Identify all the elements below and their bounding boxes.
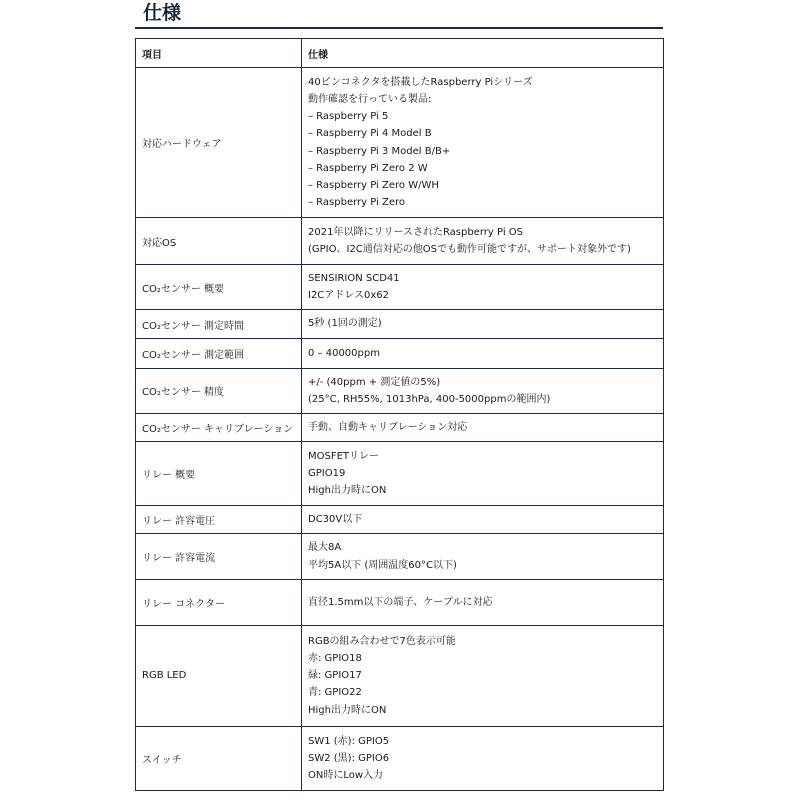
spec-line: 緑: GPIO17 (308, 670, 362, 682)
header-spec: 仕様 (302, 39, 664, 68)
table-row (136, 625, 664, 726)
spec-line: 動作確認を行っている製品: (308, 93, 432, 105)
spec-line: – Raspberry Pi 5 (308, 111, 389, 123)
table-row (136, 310, 664, 338)
spec-line: 直径1.5mm以下の端子、ケーブルに対応 (308, 596, 493, 608)
spec-line: 平均5A以下 (周囲温度60°C以下) (308, 559, 457, 571)
spec-line: 40ピンコネクタを搭載したRaspberry Piシリーズ (308, 76, 533, 88)
spec-line: (25°C, RH55%, 1013hPa, 400-5000ppmの範囲内) (308, 393, 551, 405)
spec-line: (GPIO、I2C通信対応の他OSでも動作可能ですが、サポート対象外です) (308, 244, 631, 255)
spec-line: – Raspberry Pi 3 Model B/B+ (308, 145, 451, 157)
row-spec-value (302, 726, 664, 790)
header-item: 項目 (136, 39, 302, 68)
table-row (136, 368, 664, 413)
row-spec-value (302, 506, 664, 534)
table-row (136, 218, 664, 265)
row-item-label: リレー 許容電圧 (136, 506, 302, 534)
row-spec-value (302, 368, 664, 413)
spec-line: RGBの組み合わせで7色表示可能 (308, 635, 456, 647)
row-item-label: CO₂センサー キャリブレーション (136, 414, 302, 442)
table-row (136, 338, 664, 368)
spec-line: – Raspberry Pi 4 Model B (308, 128, 432, 140)
row-item-label: CO₂センサー 測定時間 (136, 310, 302, 338)
row-item-label: リレー コネクター (136, 579, 302, 625)
row-spec-value (302, 218, 664, 265)
spec-line: 赤: GPIO18 (308, 653, 362, 665)
row-item-label: リレー 概要 (136, 442, 302, 506)
spec-line: – Raspberry Pi Zero (308, 197, 406, 209)
spec-line: I2Cアドレス0x62 (308, 290, 389, 302)
row-spec-value (302, 68, 664, 218)
table-row (136, 414, 664, 442)
spec-line: GPIO19 (308, 468, 346, 480)
table-header-row (136, 39, 664, 68)
row-spec-value (302, 534, 664, 579)
page-title: 仕様 (143, 2, 182, 24)
spec-line: SW1 (赤): GPIO5 (308, 735, 390, 747)
spec-line: 青: GPIO22 (308, 687, 362, 699)
row-item-label: 対応ハードウェア (136, 68, 302, 218)
row-spec-value (302, 338, 664, 368)
spec-line: +/- (40ppm + 測定値の5%) (308, 376, 441, 388)
spec-line: High出力時にON (308, 485, 387, 497)
spec-line: MOSFETリレー (308, 450, 380, 462)
spec-line: 手動、自動キャリブレーション対応 (308, 422, 468, 434)
row-item-label: RGB LED (136, 625, 302, 726)
table-row (136, 506, 664, 534)
spec-line: SW2 (黒): GPIO6 (308, 752, 390, 764)
row-item-label: CO₂センサー 測定範囲 (136, 338, 302, 368)
table-row (136, 265, 664, 310)
spec-line: 5秒 (1回の測定) (308, 318, 382, 330)
row-item-label: 対応OS (136, 218, 302, 265)
spec-line: 最大8A (308, 542, 342, 554)
row-spec-value (302, 310, 664, 338)
spec-table-body (136, 68, 664, 791)
spec-line: 0 – 40000ppm (308, 347, 380, 359)
spec-line: ON時にLow入力 (308, 769, 384, 781)
table-row (136, 442, 664, 506)
row-spec-value (302, 579, 664, 625)
table-row (136, 726, 664, 790)
row-spec-value (302, 625, 664, 726)
row-item-label: CO₂センサー 精度 (136, 368, 302, 413)
spec-line: High出力時にON (308, 704, 387, 716)
table-row (136, 68, 664, 218)
spec-line: 2021年以降にリリースされたRaspberry Pi OS (308, 226, 523, 238)
row-item-label: CO₂センサー 概要 (136, 265, 302, 310)
spec-line: – Raspberry Pi Zero W/WH (308, 179, 439, 191)
spec-line: DC30V以下 (308, 514, 363, 526)
table-row (136, 579, 664, 625)
row-item-label: リレー 許容電流 (136, 534, 302, 579)
table-row (136, 534, 664, 579)
row-spec-value (302, 414, 664, 442)
row-spec-value (302, 442, 664, 506)
row-spec-value (302, 265, 664, 310)
row-item-label: スイッチ (136, 726, 302, 790)
spec-line: SENSIRION SCD41 (308, 273, 400, 284)
spec-table (135, 38, 664, 791)
title-underline (135, 27, 663, 29)
spec-line: – Raspberry Pi Zero 2 W (308, 162, 428, 174)
